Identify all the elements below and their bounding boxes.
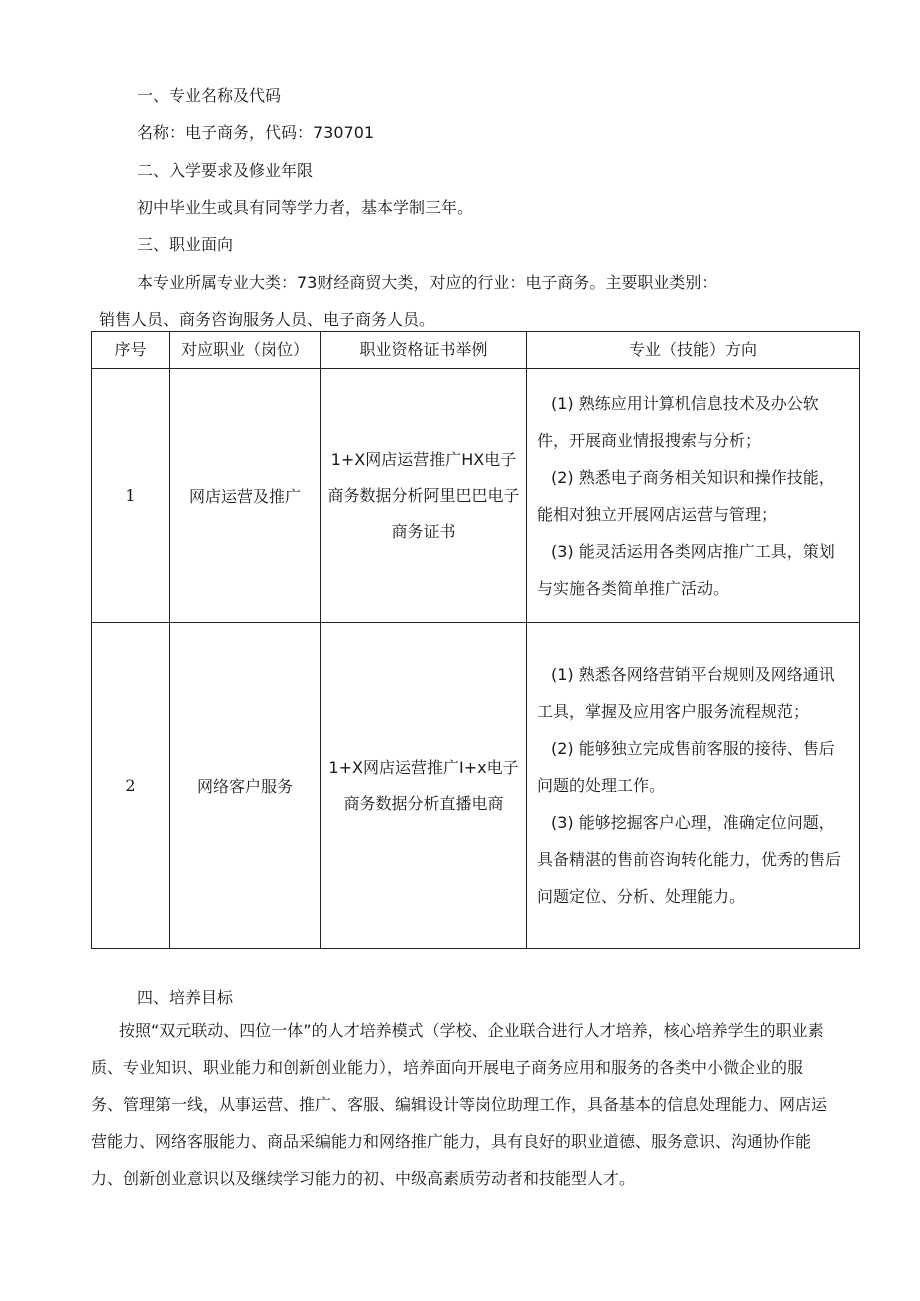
direction-item: (1) 熟悉各网络营销平台规则及网络通讯工具，掌握及应用客户服务流程规范； (537, 665, 835, 721)
direction-item: (2) 能够独立完成售前客服的接待、售后问题的处理工作。 (537, 739, 835, 795)
header-job: 对应职业（岗位） (170, 332, 321, 369)
section-body-2: 初中毕业生或具有同等学力者，基本学制三年。 (137, 198, 474, 217)
section-body-3-line1: 本专业所属专业大类：73财经商贸大类，对应的行业：电子商务。主要职业类别： (137, 273, 718, 292)
row-job: 网店运营及推广 (170, 369, 321, 623)
row-directions (527, 369, 860, 623)
section-heading-2: 二、入学要求及修业年限 (137, 161, 314, 180)
direction-item: (1) 熟练应用计算机信息技术及办公软件，开展商业情报搜索与分析； (537, 393, 819, 450)
row-cert: 1+X网店运营推广HX电子商务数据分析阿里巴巴电子商务证书 (321, 369, 527, 623)
section-body-3-line2: 销售人员、商务咨询服务人员、电子商务人员。 (99, 310, 436, 329)
direction-item: (2) 熟悉电子商务相关知识和操作技能，能相对独立开展网店运营与管理； (537, 467, 835, 524)
section-body-1: 名称：电子商务，代码：730701 (137, 123, 375, 142)
section-heading-4: 四、培养目标 (137, 988, 234, 1007)
header-no: 序号 (92, 332, 170, 369)
header-direction: 专业（技能）方向 (527, 332, 860, 369)
row-number: 1 (92, 369, 170, 623)
row-cert: 1+X网店运营推广I+x电子商务数据分析直播电商 (321, 623, 527, 949)
header-cert: 职业资格证书举例 (321, 332, 527, 369)
table-row (92, 623, 860, 949)
table-row (92, 369, 860, 623)
row-job: 网络客户服务 (170, 623, 321, 949)
row-number: 2 (92, 623, 170, 949)
section-body-4: 按照“双元联动、四位一体”的人才培养模式（学校、企业联合进行人才培养，核心培养学生的职业素质、专业知识、职业能力和创新创业能力），培养面向开展电子商务应用和服务的各类中小微企业的服务、管理第一线，从事运营、推广、客服、编辑设计等岗位助理工作，具备基本的信息处理能力、网店运营能力、网络客服能力、商品采编能力和网络推广能力，具有良好的职业道德、服务意识、沟通协作能力、创新创业意识以及继续学习能力的初、中级高素质劳动者和技能型人才。 (91, 1021, 828, 1188)
direction-item: (3) 能够挖掘客户心理，准确定位问题，具备精湛的售前咨询转化能力，优秀的售后问题定位、分析、处理能力。 (537, 813, 842, 906)
row-directions (527, 623, 860, 949)
section-heading-1: 一、专业名称及代码 (137, 86, 282, 105)
table-header-row (92, 332, 860, 369)
section-heading-3: 三、职业面向 (137, 235, 234, 254)
career-table (91, 331, 860, 949)
direction-item: (3) 能灵活运用各类网店推广工具，策划与实施各类简单推广活动。 (537, 541, 835, 598)
